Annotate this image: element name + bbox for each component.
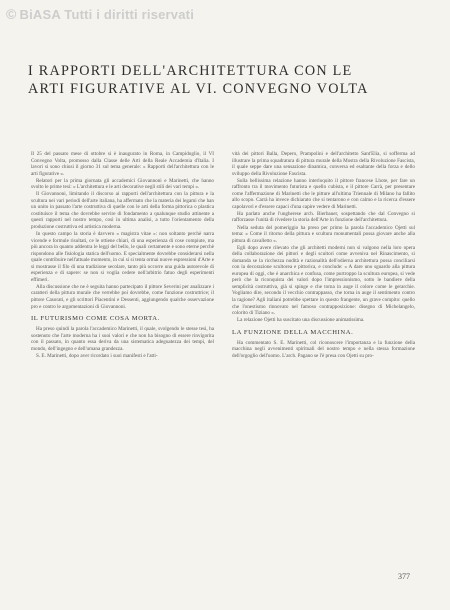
left-column — [31, 151, 214, 360]
paragraph: Ha commentato S. E. Marinetti, col riconoscere l'importanza e la funzione della macchina negli avvenimenti spirituali del nostro tempo e nella stessa formazione dell'orgoglio dell'uomo. L'arch. Pagano se l'è presa con Ojetti su pro- — [232, 339, 415, 359]
paragraph: Il 25 del passato mese di ottobre si è inaugurato in Roma, in Campidoglio, il VI Convegno Volta, promosso dalla Classe delle Arti della Reale Accademia d'Italia. I lavori si sono chiusi il giorno 31 sul tema generale: « Rapporti dell'architettura con le arti figurative ». — [31, 151, 214, 177]
article-title — [28, 62, 424, 98]
paragraph: vità dei pittori Balla, Depero, Prampolini e dell'architetto Sant'Elia, si sofferma ad illustrare la prima squadratura di pittura murale della Mostra della Rivoluzione Fascista, il quale seppe dare una sensazione dinamica, conversa ed esaltante della forza e dello sviluppo della Rivoluzione Fascista. — [232, 151, 415, 177]
paragraph: Nella seduta del pomeriggio ha preso per primo la parola l'accademico Ojetti sul tema: « Come il ritorno della pittura e scultura monumentali possa giovare anche alla pittura di cavalletto ». — [232, 224, 415, 244]
copyright-watermark — [6, 6, 194, 22]
paragraph: In questo campo la storia è davvero « magistra vitae »: non soltanto perchè narra vicende e formule risultati, ce le ottiene chiari, di una esperienza di cose compiute, ma più ancora in quanto addentra le leggi del bello, le quali certamente e sono eterne perchè rispondono alle fisiologia statica dell'uomo. E specialmente dovrebbe considerarsi nella quale contribuire nell'attuale momento, in cui si si tenta ormai nuove espressioni d'Arte e si mostrasse il filo di una tradizione secolare, tanto più occorre una guida autorevole di esperienza e di sapere: se non si voglia cedere nell'arbitrio fatuo degli esperimenti effimeri. — [31, 231, 214, 283]
paragraph: Egli dopo avere rilevato che gli architetti moderni non si valgono nella loro opera della collaborazione dei pittori e degli scultori come avveniva nel Rinascimento, si domanda se la ricchezza nudità e razionalità dell'odierna architettura possa conciliarsi con la decorazione scultorea e pittorica, e conclude: « A dare uno sguardo alla pittura europea di oggi, che è anarchica e confusa, come purtroppo la scultura europea, si vede però che la riconquista dei valori dopo l'impressionismo, sotto le bandiere della semplicità costruttiva, già si spinge e che torna in auge il colore come le gerarchie. Vogliamo dire, secondo il vecchio contrappasso, che torna in auge il sentimento contro la ragione? Agli italiani potrebbe spettare in questo frangente, un grave compito: quello che l'onestismo rinnovato nel famoso contrapposizione: disegno di Michelangelo, colorito di Tiziano ». — [232, 244, 415, 317]
watermark-text: BiASA Tutti i diritti riservati — [19, 7, 195, 22]
section-heading-futurismo: IL FUTURISMO COME COSA MORTA. — [31, 315, 160, 323]
section-heading-macchina: LA FUNZIONE DELLA MACCHINA. — [232, 328, 354, 336]
paragraph: La relazione Ojetti ha suscitato una discussione animatissima. — [237, 317, 365, 324]
paragraph: Il Giovannoni, limitando il discorso ai rapporti dell'architettura con la pittura e la scultura nei vari periodi dell'arte italiana, ha affermato che la materia dei legami che han un unito in passato l'arte costruttiva di quelle con le arti della forma pittorica o plastica costituisce il tema che dovrebbe servire di fondamento a qualunque studio attinente a questi rapporti nel nostro tempo, così in ultima analisi, a tutto l'orientamento della produzione costruttiva ed artistica moderna. — [31, 191, 214, 231]
paragraph: Ha parlato anche l'ungherese arch. Bierbauer, sospettando che dal Convegno si rafforzasse l'unità di rivedere la storia dell'Arte in funzione dell'architettura. — [232, 210, 415, 224]
paragraph: Sulla bellissima relazione hanno interloquito il pittore francese Lhote, per fare un raffronto tra il movimento futurista e quello cubista, e il pittore Carrà, per presentare come l'affermazione di Marinetti che le pitture all'ultima Triennale di Milano ha fallito allo scopo. Carrà ha invece dichiarato che si tentarono e con calmo e la ricerca d'essere capolavori e d'essere capaci d'una capire vedere di Marinetti. — [232, 177, 415, 210]
page-number: 377 — [398, 572, 410, 581]
article-title-line-2: ARTI FIGURATIVE AL VI. CONVEGNO VOLTA — [28, 81, 369, 97]
paragraph: S. E. Marinetti, dopo aver ricordato i suoi manifesti e l'atti- — [36, 352, 158, 359]
paragraph: Alla discussione che ne è seguita hanno partecipato il pittore Severini per analizzare i caratteri della pittura murale che verrebbe poi dovrebbe, come funzione costruttrice; il pittore Casorati, e gli scrittori Piacentini e Dessenti, aggiungendo qualche osservazione pro e contro le argomentazioni di Giovannoni. — [31, 283, 214, 310]
copyright-symbol: © — [6, 6, 17, 22]
article-title-line-1: I RAPPORTI DELL'ARCHITETTURA CON LE — [28, 63, 353, 79]
paragraph: Relatori per la prima giornata gli accademici Giovannoni e Marinetti, che hanno svolto le prime tesi: « L'architettura e le arti decorative negli stili dei vari tempi ». — [31, 177, 214, 191]
right-column — [232, 151, 415, 360]
paragraph: Ha preso quindi la parola l'accademico Marinetti, il quale, svolgendo le stesse tesi, ha sostenuto che l'arte moderna ha i suoi valori e che non ha bisogno di essere rinvigorita con il passato, in quanto essa deriva da una sistematica adeguatezza dei tempi, del mondo, dell'ingegno e dell'umana grandezza. — [31, 326, 214, 352]
